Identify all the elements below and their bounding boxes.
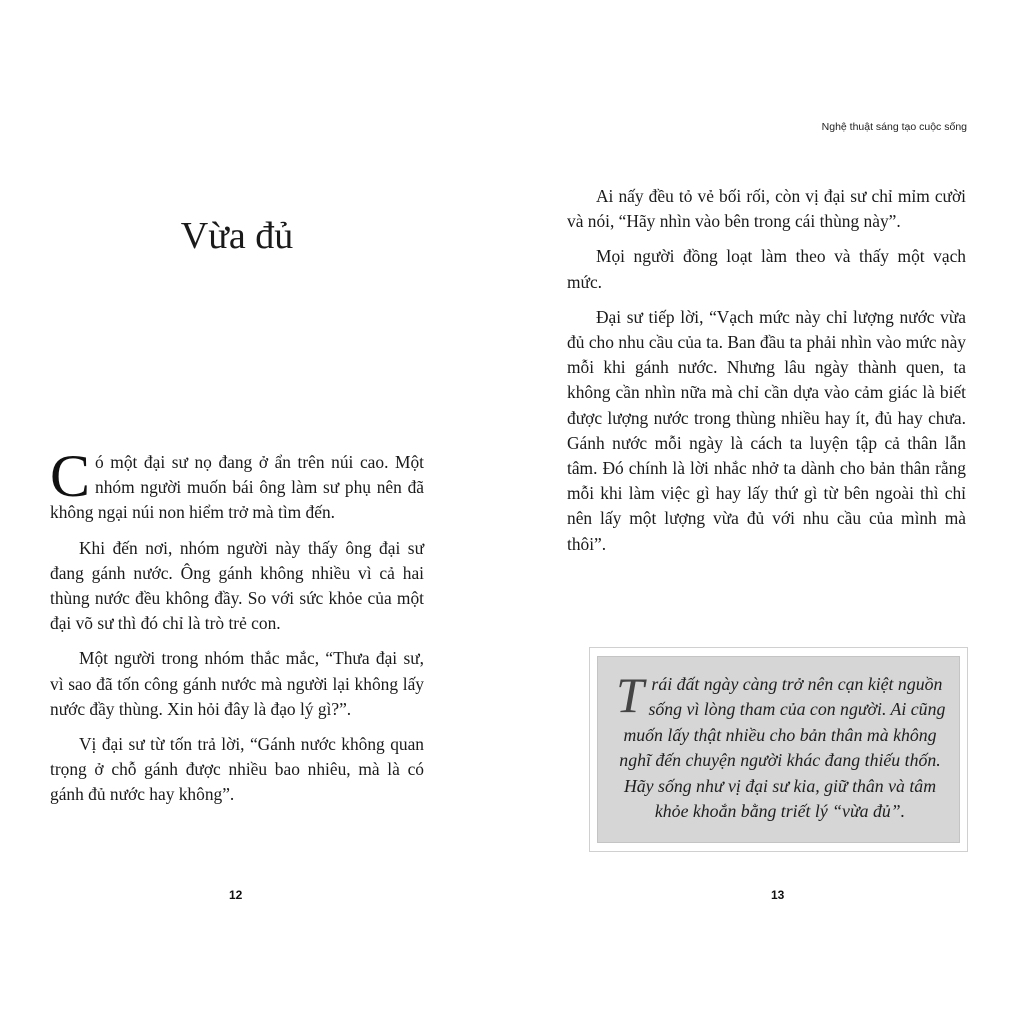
paragraph: Ai nấy đều tỏ vẻ bối rối, còn vị đại sư chỉ mỉm cười và nói, “Hãy nhìn vào bên trong cái thùng này”. (567, 186, 966, 232)
paragraph: Một người trong nhóm thắc mắc, “Thưa đại sư, vì sao đã tốn công gánh nước mà người lại không lấy nước đầy thùng. Xin hỏi đây là đạo lý gì?”. (50, 648, 424, 719)
left-page-body (50, 443, 424, 818)
page-number-right: 13 (771, 888, 785, 902)
dropcap: C (50, 443, 91, 509)
paragraph (50, 443, 424, 526)
quote-dropcap: T (616, 667, 644, 723)
chapter-title: Vừa đủ (180, 215, 294, 257)
quote-box (597, 656, 960, 843)
quote-frame (589, 647, 968, 852)
page-number-left: 12 (229, 888, 243, 902)
paragraph-text: ó một đại sư nọ đang ở ẩn trên núi cao. Một nhóm người muốn bái ông làm sư phụ nên đã không ngại núi non hiểm trở mà tìm đến. (50, 452, 424, 523)
paragraph: Khi đến nơi, nhóm người này thấy ông đại sư đang gánh nước. Ông gánh không nhiều vì cả hai thùng nước đều không đầy. So với sức khỏe của một đại võ sư thì đó chỉ là trò trẻ con. (50, 537, 424, 634)
right-page-body (567, 184, 966, 567)
running-header: Nghệ thuật sáng tạo cuộc sống (821, 121, 967, 133)
paragraph: Đại sư tiếp lời, “Vạch mức này chỉ lượng nước vừa đủ cho nhu cầu của ta. Ban đầu ta phải nhìn vào mức này mỗi khi gánh nước. Nhưng lâu ngày thành quen, ta không cần nhìn nữa mà chỉ cần dựa vào cảm giác là biết được lượng nước trong thùng nhiều hay ít, đủ hay chưa. Gánh nước mỗi ngày là cách ta luyện tập cả thân lẫn tâm. Đó chính là lời nhắc nhở ta dành cho bản thân rằng mỗi khi làm việc gì hay lấy thứ gì từ bên ngoài thì chỉ nên lấy một lượng vừa đủ với nhu cầu của mình mà thôi”. (567, 306, 966, 554)
paragraph: Mọi người đồng loạt làm theo và thấy một vạch mức. (567, 246, 966, 292)
paragraph: Vị đại sư từ tốn trả lời, “Gánh nước không quan trọng ở chỗ gánh được nhiều bao nhiêu, mà là có gánh đủ nước hay không”. (50, 734, 424, 805)
quote-text: rái đất ngày càng trở nên cạn kiệt nguồn sống vì lòng tham của con người. Ai cũng muốn lấy thật nhiều cho bản thân mà không nghĩ đến chuyện người khác đang thiếu thốn. Hãy sống như vị đại sư kia, giữ thân và tâm khỏe khoắn bằng triết lý “vừa đủ”. (619, 674, 946, 822)
pull-quote (612, 667, 948, 824)
